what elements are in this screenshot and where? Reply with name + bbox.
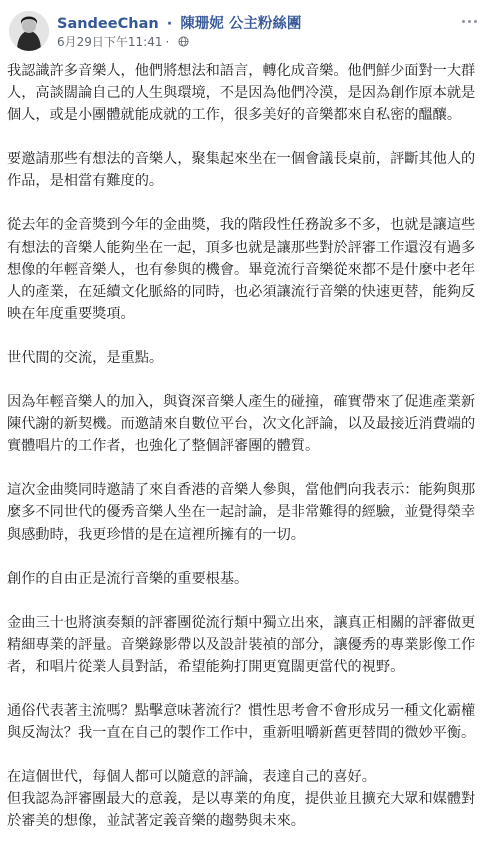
post-paragraph: 從去年的金音獎到今年的金曲獎，我的階段性任務說多不多，也就是讓這些有想法的音樂人能夠坐在一起，頂多也就是讓那些對於評審工作還沒有過多想像的年輕音樂人，也有參與的機會。畢竟流行音樂從來都不是什麼中老年人的產業，在延續文化脈絡的同時，也必須讓流行音樂的快速更替，能夠反映在年度重要獎項。 [7, 217, 476, 322]
post-paragraph: 但我認為評審團最大的意義，是以專業的角度，提供並且擴充大眾和媒體對於審美的想像，並試著定義音樂的趨勢與未來。 [7, 791, 476, 830]
post-paragraph: 金曲三十也將演奏類的評審團從流行類中獨立出來，讓真正相關的評審做更精細專業的評量。音樂錄影帶以及設計裝禎的部分，讓優秀的專業影像工作者，和唱片從業人員對話，希望能夠打開更寬闊更當代的視野。 [7, 614, 476, 675]
meta-separator: · [165, 34, 170, 49]
page-name[interactable]: 陳珊妮 公主粉絲團 [180, 16, 302, 32]
post-paragraph: 世代間的交流，是重點。 [7, 349, 164, 366]
name-separator: · [166, 16, 173, 32]
post-paragraph: 在這個世代，每個人都可以隨意的評論，表達自己的喜好。 [7, 769, 376, 786]
post-paragraph: 這次金曲獎同時邀請了來自香港的音樂人參與，當他們向我表示：能夠與那麼多不同世代的優秀音樂人坐在一起討論，是非常難得的經驗，並覺得榮幸與感動時，我更珍惜的是在這裡所擁有的一切。 [7, 482, 476, 543]
author-name[interactable]: SandeeChan [57, 16, 159, 32]
globe-icon [178, 36, 189, 47]
more-options-icon[interactable] [460, 16, 478, 26]
post-body [7, 60, 485, 854]
post-paragraph: 因為年輕音樂人的加入，與資深音樂人產生的碰撞，確實帶來了促進產業新陳代謝的新契機。而邀請來自數位平台，次文化評論，以及最接近消費端的實體唱片的工作者，也強化了整個評審團的體質。 [7, 394, 476, 455]
post-paragraph: 要邀請那些有想法的音樂人，聚集起來坐在一個會議長桌前，評斷其他人的作品，是相當有難度的。 [7, 151, 476, 190]
post-paragraph: 創作的自由正是流行音樂的重要根基。 [7, 570, 249, 587]
post-header [0, 0, 492, 58]
post-paragraph: 我認識許多音樂人，他們將想法和語言，轉化成音樂。他們鮮少面對一大群人，高談闊論自己的人生與環境，不是因為他們冷漠，是因為創作原本就是個人，或是小團體就能成就的工作，很多美好的音樂都來自私密的醞釀。 [7, 63, 476, 124]
post-timestamp[interactable]: 6月29日下午11:41 [57, 35, 163, 49]
post-author-line [57, 12, 301, 33]
avatar[interactable] [9, 11, 49, 51]
post-paragraph: 通俗代表著主流嗎？點擊意味著流行？慣性思考會不會形成另一種文化霸權與反淘汰？我一直在自己的製作工作中，重新咀嚼新舊更替間的微妙平衡。 [7, 702, 476, 742]
post-meta [57, 33, 189, 50]
